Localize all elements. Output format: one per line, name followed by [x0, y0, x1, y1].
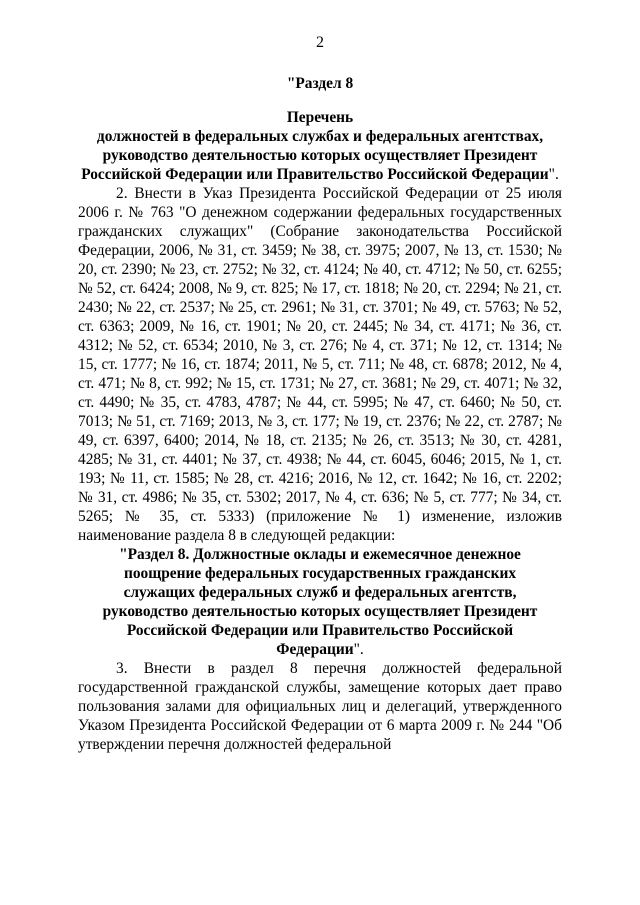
paragraph-3: 3. Внести в раздел 8 перечня должностей федеральной государственной гражданской службы, замещение которых дает право пользования залами для официальных лиц и делегаций, утвержденного Указом Президента Российской Федерации от 6 марта 2009 г. № 244 "Об утверждении перечня должностей федеральной: [78, 660, 562, 753]
list-heading-line1: Перечень: [286, 109, 354, 126]
section-title: "Раздел 8: [286, 75, 354, 92]
list-heading-closing: ".: [548, 166, 559, 183]
list-heading-text: должностей в федеральных службах и федеральных агентствах, руководство деятельностью которых осуществляет Президент Российской Федерации или Правительство Российской Федерации: [81, 128, 549, 183]
paragraph-2: 2. Внести в Указ Президента Российской Федерации от 25 июля 2006 г. № 763 "О денежном содержании федеральных государственных гражданских служащих" (Собрание законодательства Российской Федерации, 2006, № 31, ст. 3459; № 38, ст. 3975; 2007, № 13, ст. 1530; № 20, ст. 2390; № 23, ст. 2752; № 32, ст. 4124; № 40, ст. 4712; № 50, ст. 6255; № 52, ст. 6424; 2008, № 9, ст. 825; № 17, ст. 1818; № 20, ст. 2294; № 21, ст. 2430; № 22, ст. 2537; № 25, ст. 2961; № 31, ст. 3701; № 49, ст. 5763; № 52, ст. 6363; 2009, № 16, ст. 1901; № 20, ст. 2445; № 34, ст. 4171; № 36, ст. 4312; № 52, ст. 6534; 2010, № 3, ст. 276; № 4, ст. 371; № 12, ст. 1314; № 15, ст. 1777; № 16, ст. 1874; 2011, № 5, ст. 711; № 48, ст. 6878; 2012, № 4, ст. 471; № 8, ст. 992; № 15, ст. 1731; № 27, ст. 3681; № 29, ст. 4071; № 32, ст. 4490; № 35, ст. 4783, 4787; № 44, ст. 5995; № 47, ст. 6460; № 50, ст. 7013; № 51, ст. 7169; 2013, № 3, ст. 177; № 19, ст. 2376; № 22, ст. 2787; № 49, ст. 6397, 6400; 2014, № 18, ст. 2135; № 26, ст. 3513; № 30, ст. 4281, 4285; № 31, ст. 4401; № 37, ст. 4938; № 44, ст. 6045, 6046; 2015, № 1, ст. 193; № 11, ст. 1585; № 28, ст. 4216; 2016, № 12, ст. 1642; № 16, ст. 2202; № 31, ст. 4986; № 35, ст. 5302; 2017, № 4, ст. 636; № 5, ст. 777; № 34, ст. 5265; № 35, ст. 5333) (приложение № 1) изменение, изложив наименование раздела 8 в следующей редакции:: [78, 185, 562, 544]
quoted-section-text: "Раздел 8. Должностные оклады и ежемесячное денежное поощрение федеральных государственных гражданских служащих федеральных служб и федеральных агентств, руководство деятельностью которых осуществляет Президент Российской Федерации или Правительство Российской Федерации: [102, 546, 538, 658]
document-body: [78, 74, 562, 754]
list-heading: [78, 127, 562, 184]
page-number: 2: [316, 34, 324, 51]
quoted-section-heading: [78, 545, 562, 659]
quoted-section-closing: ".: [353, 641, 364, 658]
